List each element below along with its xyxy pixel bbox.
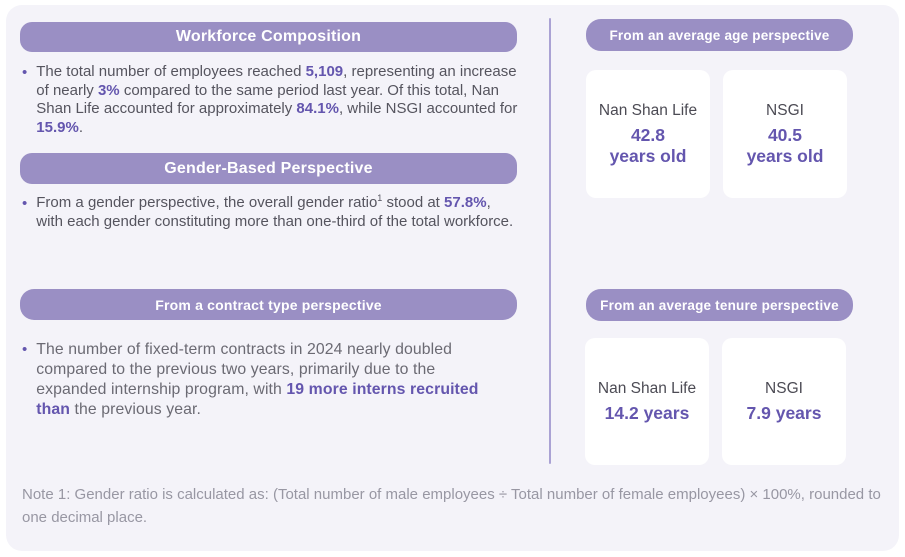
text-segment: The number of fixed-term contracts in 2024 nearly doubled compared to the previous two years, primarily due to the expanded internship program, with bbox=[36, 341, 453, 398]
text-segment: , representing an increase of nearly bbox=[36, 63, 517, 99]
average-tenure-value: 7.9 years bbox=[746, 403, 822, 423]
increase-percent-value: 3% bbox=[97, 81, 120, 99]
average-age-value bbox=[610, 125, 687, 167]
text-segment: compared to the same period last year. Of this total, Nan Shan Life accounted for approximately bbox=[36, 81, 500, 117]
average-tenure-value: 14.2 years bbox=[604, 403, 690, 423]
text-segment: the previous year. bbox=[70, 401, 201, 418]
value-unit: years old bbox=[609, 146, 687, 166]
section-header-average-tenure bbox=[586, 289, 853, 321]
company-label: Nan Shan Life bbox=[597, 380, 697, 397]
nsgi-share-value: 15.9% bbox=[36, 118, 79, 136]
value-number: 42.8 bbox=[630, 125, 666, 145]
bullet-icon: • bbox=[22, 195, 28, 212]
footnote-text: Note 1: Gender ratio is calculated as: (Total number of male employees ÷ Total number of female employees) × 100%, rounded to one decimal place. bbox=[22, 486, 881, 526]
gender-bullet-item bbox=[22, 194, 520, 231]
workforce-paragraph bbox=[36, 63, 520, 137]
section-header-label: Gender-Based Perspective bbox=[164, 159, 373, 177]
footnote-marker: 1 bbox=[377, 193, 383, 203]
tenure-card-nanshan bbox=[585, 338, 709, 465]
contract-bullet-item bbox=[22, 340, 520, 420]
section-header-label: From a contract type perspective bbox=[155, 296, 382, 313]
column-divider bbox=[549, 18, 551, 464]
section-header-label: Workforce Composition bbox=[175, 28, 362, 45]
text-segment: , while NSGI accounted for bbox=[338, 100, 518, 117]
nanshan-share-value: 84.1% bbox=[296, 100, 339, 117]
tenure-card-nsgi bbox=[722, 338, 846, 465]
bullet-icon: • bbox=[22, 341, 28, 358]
section-header-contract-type bbox=[20, 289, 517, 320]
gender-paragraph bbox=[36, 194, 520, 231]
company-label: NSGI bbox=[766, 102, 804, 119]
company-label: NSGI bbox=[765, 380, 803, 397]
value-unit: years old bbox=[746, 146, 824, 166]
text-segment: . bbox=[78, 118, 83, 136]
section-header-label: From an average tenure perspective bbox=[600, 297, 839, 313]
section-header-gender-perspective bbox=[20, 153, 517, 184]
age-card-nanshan bbox=[586, 70, 710, 198]
company-label: Nan Shan Life bbox=[598, 102, 698, 119]
age-card-nsgi bbox=[723, 70, 847, 198]
contract-paragraph bbox=[36, 340, 488, 420]
text-segment: stood at bbox=[382, 194, 445, 211]
average-age-value bbox=[747, 125, 824, 167]
section-header-average-age bbox=[586, 19, 853, 51]
section-header-workforce-composition bbox=[20, 22, 517, 52]
total-employees-value: 5,109 bbox=[305, 63, 344, 80]
bullet-icon: • bbox=[22, 64, 28, 81]
gender-ratio-value: 57.8% bbox=[444, 194, 487, 211]
text-segment: The total number of employees reached bbox=[36, 63, 306, 80]
value-number: 40.5 bbox=[767, 125, 803, 145]
text-segment: , with each gender constituting more than one-third of the total workforce. bbox=[36, 194, 514, 230]
workforce-bullet-item bbox=[22, 63, 520, 137]
section-header-label: From an average age perspective bbox=[609, 27, 830, 43]
interns-increase-value: 19 more interns recruited than bbox=[36, 381, 479, 418]
text-segment: From a gender perspective, the overall gender ratio bbox=[36, 194, 378, 211]
